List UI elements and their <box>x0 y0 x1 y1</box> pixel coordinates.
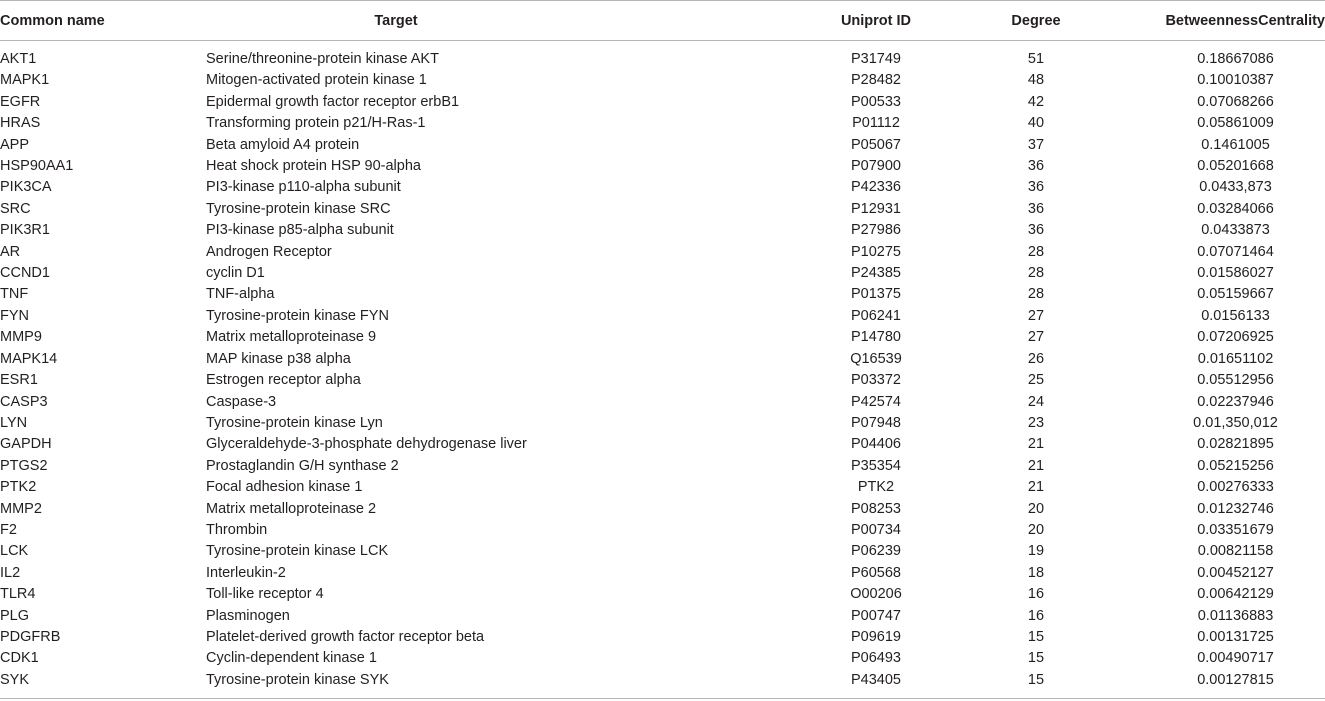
cell-degree: 48 <box>1027 72 1045 89</box>
cell-common-name: PIK3CA <box>0 179 52 196</box>
cell-betweenness-centrality: 0.03284066 <box>1197 200 1274 217</box>
cell-degree: 26 <box>1027 350 1045 367</box>
cell-common-name: LCK <box>0 543 29 560</box>
cell-degree: 19 <box>1027 543 1045 560</box>
cell-target: Interleukin-2 <box>206 564 286 581</box>
table-row <box>0 135 1325 156</box>
cell-target: Prostaglandin G/H synthase 2 <box>206 457 399 474</box>
table-row <box>0 499 1325 520</box>
cell-degree: 28 <box>1027 265 1045 282</box>
cell-target: Serine/threonine-protein kinase AKT <box>206 51 439 67</box>
cell-betweenness-centrality: 0.00490717 <box>1197 650 1274 667</box>
cell-degree: 21 <box>1027 457 1045 474</box>
cell-degree: 28 <box>1027 286 1045 303</box>
cell-uniprot-id: P06239 <box>851 543 901 560</box>
cell-common-name: MAPK1 <box>0 72 50 89</box>
cell-uniprot-id: PTK2 <box>857 479 895 496</box>
cell-target: Epidermal growth factor receptor erbB1 <box>206 93 460 110</box>
cell-betweenness-centrality: 0.01651102 <box>1197 350 1274 367</box>
table-row <box>0 627 1325 648</box>
cell-target: Tyrosine-protein kinase LCK <box>206 543 389 560</box>
cell-degree: 36 <box>1027 222 1045 239</box>
cell-betweenness-centrality: 0.10010387 <box>1197 72 1274 89</box>
table-row <box>0 477 1325 498</box>
cell-uniprot-id: P08253 <box>851 500 901 517</box>
cell-uniprot-id: P12931 <box>851 200 901 217</box>
cell-degree: 36 <box>1027 200 1045 217</box>
cell-common-name: HRAS <box>0 115 41 132</box>
cell-betweenness-centrality: 0.07068266 <box>1197 93 1274 110</box>
cell-common-name: FYN <box>0 307 29 324</box>
cell-degree: 16 <box>1027 607 1045 624</box>
table-row <box>0 70 1325 91</box>
cell-common-name: SYK <box>0 670 206 699</box>
cell-betweenness-centrality: 0.01136883 <box>1197 607 1274 624</box>
cell-degree: 16 <box>1027 586 1045 603</box>
cell-betweenness-centrality: 0.00642129 <box>1197 586 1274 603</box>
cell-target: Tyrosine-protein kinase SRC <box>206 200 391 217</box>
cell-degree: 51 <box>1027 51 1045 67</box>
table-row <box>0 456 1325 477</box>
cell-betweenness-centrality: 0.18667086 <box>1197 51 1274 67</box>
header-uniprot-id: Uniprot ID <box>766 1 986 41</box>
cell-degree: 15 <box>986 670 1086 699</box>
cell-target: Mitogen-activated protein kinase 1 <box>206 72 427 89</box>
cell-betweenness-centrality: 0.05159667 <box>1197 286 1274 303</box>
cell-betweenness-centrality: 0.05201668 <box>1197 158 1274 175</box>
cell-betweenness-centrality: 0.07071464 <box>1197 243 1274 260</box>
cell-common-name: MAPK14 <box>0 350 58 367</box>
cell-uniprot-id: P06493 <box>851 650 901 667</box>
cell-common-name: APP <box>0 136 30 153</box>
cell-betweenness-centrality: 0.0433873 <box>1201 222 1270 239</box>
cell-target: Tyrosine-protein kinase Lyn <box>206 414 383 431</box>
cell-betweenness-centrality: 0.00452127 <box>1197 564 1274 581</box>
table-header <box>0 1 1325 41</box>
cell-target: Tyrosine-protein kinase SYK <box>206 670 766 699</box>
cell-uniprot-id: P04406 <box>851 436 901 453</box>
cell-common-name: PIK3R1 <box>0 222 50 239</box>
cell-degree: 40 <box>1027 115 1045 132</box>
cell-common-name: IL2 <box>0 564 21 581</box>
table-row <box>0 541 1325 562</box>
cell-target: Matrix metalloproteinase 2 <box>206 500 377 517</box>
cell-uniprot-id: P24385 <box>851 265 901 282</box>
table-row <box>0 263 1325 284</box>
table-row <box>0 242 1325 263</box>
cell-betweenness-centrality: 0.01586027 <box>1197 265 1274 282</box>
cell-target: cyclin D1 <box>206 265 265 282</box>
cell-degree: 28 <box>1027 243 1045 260</box>
table-row <box>0 92 1325 113</box>
cell-betweenness-centrality: 0.0156133 <box>1201 307 1270 324</box>
cell-target: Platelet-derived growth factor receptor beta <box>206 628 485 645</box>
cell-degree: 37 <box>1027 136 1045 153</box>
cell-target: Glyceraldehyde-3-phosphate dehydrogenase liver <box>206 436 527 453</box>
cell-common-name: PTGS2 <box>0 457 48 474</box>
cell-uniprot-id: P00533 <box>851 93 901 110</box>
table-row <box>0 113 1325 134</box>
cell-degree: 23 <box>1027 414 1045 431</box>
cell-common-name: EGFR <box>0 93 41 110</box>
cell-common-name: MMP2 <box>0 500 42 517</box>
cell-uniprot-id: P27986 <box>851 222 901 239</box>
table-row <box>0 156 1325 177</box>
cell-uniprot-id: P60568 <box>851 564 901 581</box>
cell-target: Plasminogen <box>206 607 290 624</box>
table-row <box>0 434 1325 455</box>
cell-common-name: PLG <box>0 607 30 624</box>
cell-common-name: HSP90AA1 <box>0 158 74 175</box>
cell-target: Caspase-3 <box>206 393 277 410</box>
header-betweenness-centrality: BetweennessCentrality <box>1086 1 1325 41</box>
cell-uniprot-id: P06241 <box>851 307 901 324</box>
cell-betweenness-centrality: 0.00821158 <box>1197 543 1274 560</box>
cell-target: Transforming protein p21/H-Ras-1 <box>206 115 426 132</box>
table-row <box>0 584 1325 605</box>
cell-uniprot-id: P35354 <box>851 457 901 474</box>
cell-target: Focal adhesion kinase 1 <box>206 479 363 496</box>
table-row <box>0 177 1325 198</box>
cell-common-name: AKT1 <box>0 51 37 67</box>
cell-degree: 15 <box>1027 628 1045 645</box>
table-row <box>0 284 1325 305</box>
cell-uniprot-id: P42574 <box>851 393 901 410</box>
header-row <box>0 1 1325 41</box>
cell-uniprot-id: P07900 <box>851 158 901 175</box>
cell-target: MAP kinase p38 alpha <box>206 350 351 367</box>
cell-common-name: CCND1 <box>0 265 50 282</box>
cell-degree: 15 <box>1027 650 1045 667</box>
cell-uniprot-id: P31749 <box>851 51 901 67</box>
cell-common-name: PDGFRB <box>0 628 61 645</box>
cell-degree: 21 <box>1027 436 1045 453</box>
table-body <box>0 41 1325 699</box>
table-row <box>0 370 1325 391</box>
cell-target: Toll-like receptor 4 <box>206 586 324 603</box>
cell-target: Estrogen receptor alpha <box>206 372 361 389</box>
cell-target: Androgen Receptor <box>206 243 332 260</box>
cell-target: PI3-kinase p85-alpha subunit <box>206 222 394 239</box>
cell-uniprot-id: P00747 <box>851 607 901 624</box>
cell-betweenness-centrality: 0.00127815 <box>1086 670 1325 699</box>
cell-betweenness-centrality: 0.00276333 <box>1197 479 1274 496</box>
cell-betweenness-centrality: 0.1461005 <box>1201 136 1270 153</box>
cell-target: Beta amyloid A4 protein <box>206 136 360 153</box>
cell-common-name: PTK2 <box>0 479 37 496</box>
cell-degree: 27 <box>1027 329 1045 346</box>
cell-common-name: SRC <box>0 200 31 217</box>
cell-degree: 24 <box>1027 393 1045 410</box>
cell-common-name: AR <box>0 243 21 260</box>
cell-degree: 27 <box>1027 307 1045 324</box>
cell-betweenness-centrality: 0.00131725 <box>1197 628 1274 645</box>
cell-betweenness-centrality: 0.01,350,012 <box>1193 414 1278 431</box>
header-common-name: Common name <box>0 1 206 41</box>
cell-betweenness-centrality: 0.01232746 <box>1197 500 1274 517</box>
table-row <box>0 41 1325 71</box>
cell-degree: 36 <box>1027 158 1045 175</box>
cell-degree: 21 <box>1027 479 1045 496</box>
cell-target: Heat shock protein HSP 90-alpha <box>206 158 421 175</box>
table-row <box>0 563 1325 584</box>
cell-betweenness-centrality: 0.02237946 <box>1197 393 1274 410</box>
cell-target: Thrombin <box>206 521 268 538</box>
cell-betweenness-centrality: 0.05215256 <box>1197 457 1274 474</box>
cell-degree: 20 <box>1027 500 1045 517</box>
table-row <box>0 670 1325 699</box>
table-row <box>0 199 1325 220</box>
cell-common-name: TNF <box>0 286 29 303</box>
cell-uniprot-id: P43405 <box>766 670 986 699</box>
cell-target: Matrix metalloproteinase 9 <box>206 329 377 346</box>
cell-betweenness-centrality: 0.03351679 <box>1197 521 1274 538</box>
cell-uniprot-id: P05067 <box>851 136 901 153</box>
cell-degree: 25 <box>1027 372 1045 389</box>
cell-uniprot-id: P01112 <box>852 115 900 132</box>
cell-degree: 36 <box>1027 179 1045 196</box>
table-row <box>0 606 1325 627</box>
cell-uniprot-id: P42336 <box>851 179 901 196</box>
table-row <box>0 648 1325 669</box>
table-row <box>0 327 1325 348</box>
cell-uniprot-id: P07948 <box>851 414 901 431</box>
cell-common-name: TLR4 <box>0 586 36 603</box>
cell-uniprot-id: P14780 <box>851 329 901 346</box>
cell-common-name: CDK1 <box>0 650 39 667</box>
cell-degree: 20 <box>1027 521 1045 538</box>
cell-uniprot-id: P00734 <box>851 521 901 538</box>
table-row <box>0 520 1325 541</box>
cell-common-name: MMP9 <box>0 329 42 346</box>
cell-common-name: F2 <box>0 521 17 538</box>
cell-common-name: GAPDH <box>0 436 52 453</box>
table-row <box>0 220 1325 241</box>
cell-uniprot-id: P01375 <box>851 286 901 303</box>
cell-betweenness-centrality: 0.05861009 <box>1197 115 1274 132</box>
table-row <box>0 349 1325 370</box>
cell-degree: 42 <box>1027 93 1045 110</box>
table-row <box>0 413 1325 434</box>
table-row <box>0 306 1325 327</box>
cell-target: Cyclin-dependent kinase 1 <box>206 650 377 667</box>
header-target: Target <box>206 1 766 41</box>
cell-target: PI3-kinase p110-alpha subunit <box>206 179 401 196</box>
cell-uniprot-id: O00206 <box>850 586 902 603</box>
header-degree: Degree <box>986 1 1086 41</box>
cell-betweenness-centrality: 0.07206925 <box>1197 329 1274 346</box>
cell-common-name: LYN <box>0 414 28 431</box>
cell-uniprot-id: Q16539 <box>850 350 902 367</box>
cell-betweenness-centrality: 0.0433,873 <box>1199 179 1272 196</box>
cell-uniprot-id: P10275 <box>851 243 901 260</box>
table-row <box>0 392 1325 413</box>
cell-uniprot-id: P03372 <box>851 372 901 389</box>
cell-betweenness-centrality: 0.05512956 <box>1197 372 1274 389</box>
cell-uniprot-id: P28482 <box>851 72 901 89</box>
cell-common-name: CASP3 <box>0 393 48 410</box>
cell-target: Tyrosine-protein kinase FYN <box>206 307 389 324</box>
cell-common-name: ESR1 <box>0 372 38 389</box>
cell-betweenness-centrality: 0.02821895 <box>1197 436 1274 453</box>
cell-uniprot-id: P09619 <box>851 628 901 645</box>
cell-target: TNF-alpha <box>206 286 275 303</box>
cell-degree: 18 <box>1027 564 1045 581</box>
